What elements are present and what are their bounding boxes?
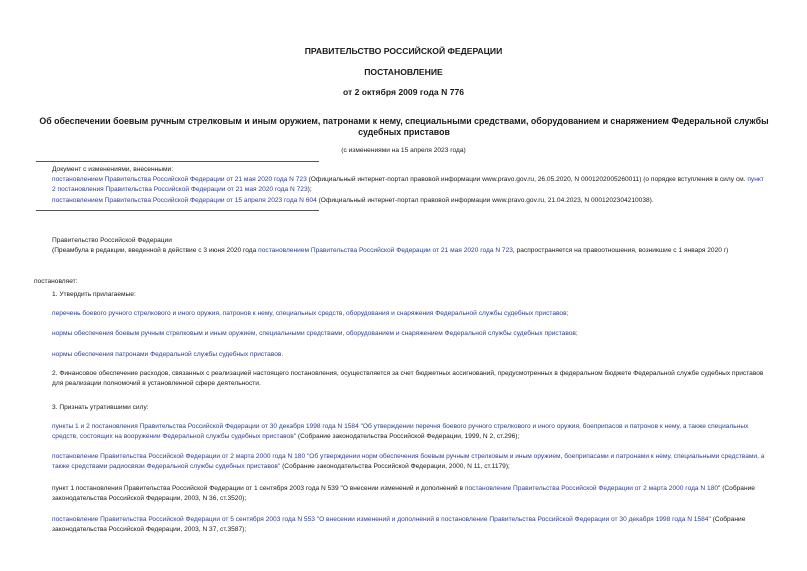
amendment-1-link-2[interactable]: пункт 2 постановления Правительства Российской Федерации от 21 мая 2020 года N 723 [52, 176, 764, 193]
repeal-item-2 [52, 452, 768, 472]
repeal-3-text-1: пункт 1 постановления Правительства Российской Федерации от 1 сентября 2003 года N 539 "О внесении изменений и дополнений в [52, 485, 465, 492]
amendment-2-link[interactable]: постановлением Правительства Российской Федерации от 15 апреля 2023 года N 604 [52, 197, 317, 204]
amendment-1-link[interactable]: постановлением Правительства Российской Федерации от 21 мая 2020 года N 723 [52, 176, 307, 183]
revision-note: (с изменениями на 15 апреля 2023 года) [341, 147, 466, 154]
paragraph-3: 3. Признать утратившими силу: [52, 404, 149, 411]
government-line: Правительство Российской Федерации [52, 237, 172, 244]
government-heading: ПРАВИТЕЛЬСТВО РОССИЙСКОЙ ФЕДЕРАЦИИ [304, 46, 503, 56]
repeal-item-3 [52, 484, 768, 504]
preamble [52, 246, 768, 256]
amendment-item-2 [52, 196, 768, 206]
amendment-1-tail: ); [307, 185, 312, 193]
amendments-intro: Документ с изменениями, внесенными: [52, 166, 174, 173]
paragraph-1: 1. Утвердить прилагаемые: [52, 291, 136, 298]
amendments-top-rule [36, 161, 319, 162]
amendment-2-text: (Официальный интернет-портал правовой информации www.pravo.gov.ru, 21.04.2023, N 0001202304210038). [316, 197, 654, 204]
repeal-1-text: (Собрание законодательства Российской Федерации, 1999, N 2, ст.296); [296, 432, 520, 440]
preamble-start: (Преамбула в редакции, введенной в действие с 3 июня 2020 года [52, 247, 259, 254]
repeal-2-link[interactable]: постановление Правительства Российской Федерации от 2 марта 2000 года N 180 "Об утверждении норм обеспечения боевым ручным стрелковым и иным оружием, боеприпасами и патронами к нему, специальными средствами, а также средствами радиосвязи Федеральной службы судебных приставов" [52, 453, 765, 470]
document-title: Об обеспечении боевым ручным стрелковым и иным оружием, патронами к нему, специальными средствами, оборудованием и снаряжением Федеральной службы судебных приставов [39, 116, 769, 137]
doc-type-heading: ПОСТАНОВЛЕНИЕ [364, 67, 443, 77]
repeal-item-1 [52, 422, 768, 442]
amendment-item-1 [52, 175, 768, 195]
paragraph-2: 2. Финансовое обеспечение расходов, связанных с реализацией настоящего постановления, осуществляется за счет бюджетных ассигнований, предусмотренных в федеральном бюджете Федеральной службе судебных приставов для реализации полномочий в установленной сфере деятельности. [52, 370, 764, 387]
repeal-item-4 [52, 515, 768, 535]
preamble-end: , распространяется на правоотношения, возникшие с 1 января 2020 г) [512, 247, 729, 254]
repeal-4-link[interactable]: постановление Правительства Российской Федерации от 5 сентября 2003 года N 553 "О внесении изменений и дополнений в постановление Правительства Российской Федерации от 30 декабря 1998 года N 1584" [52, 516, 711, 523]
decides-line: постановляет: [34, 278, 78, 285]
repeal-3-text-2: " (Собрание законодательства Российской Федерации, 2003, N 36, ст.3520); [52, 485, 755, 502]
paragraph-1a-link[interactable]: перечень боевого ручного стрелкового и иного оружия, патронов к нему, специальных средств, оборудования и снаряжения Федеральной службы судебных приставов; [52, 310, 569, 317]
repeal-2-text: (Собрание законодательства Российской Федерации, 2000, N 11, ст.1179); [280, 462, 510, 470]
repeal-3-link[interactable]: постановление Правительства Российской Федерации от 2 марта 2000 года N 180 [464, 485, 719, 492]
amendments-bottom-rule [36, 210, 319, 211]
paragraph-1b-link[interactable]: нормы обеспечения боевым ручным стрелковым и иным оружием, специальными средствами, оборудованием и снаряжением Федеральной службы судебных приставов; [52, 330, 578, 337]
preamble-link[interactable]: постановлением Правительства Российской Федерации от 21 мая 2020 года N 723 [258, 247, 513, 254]
paragraph-1c-link[interactable]: нормы обеспечения патронами Федеральной службы судебных приставов. [52, 351, 284, 358]
repeal-1-link[interactable]: пункты 1 и 2 постановления Правительства Российской Федерации от 30 декабря 1998 года N 1584 "Об утверждении перечня боевого ручного стрелкового и иного оружия, боеприпасов и патронов к нему, а также специальных средств, состоящих на вооружении Федеральной службы судебных приставов" [52, 423, 749, 440]
date-number-heading: от 2 октября 2009 года N 776 [342, 87, 465, 97]
repeal-4-text: (Собрание законодательства Российской Федерации, 2003, N 37, ст.3587); [52, 516, 746, 533]
amendment-1-text: (Официальный интернет-портал правовой информации www.pravo.gov.ru, 26.05.2020, N 0001202005260011) (о порядке вступления в силу см. [306, 176, 748, 183]
